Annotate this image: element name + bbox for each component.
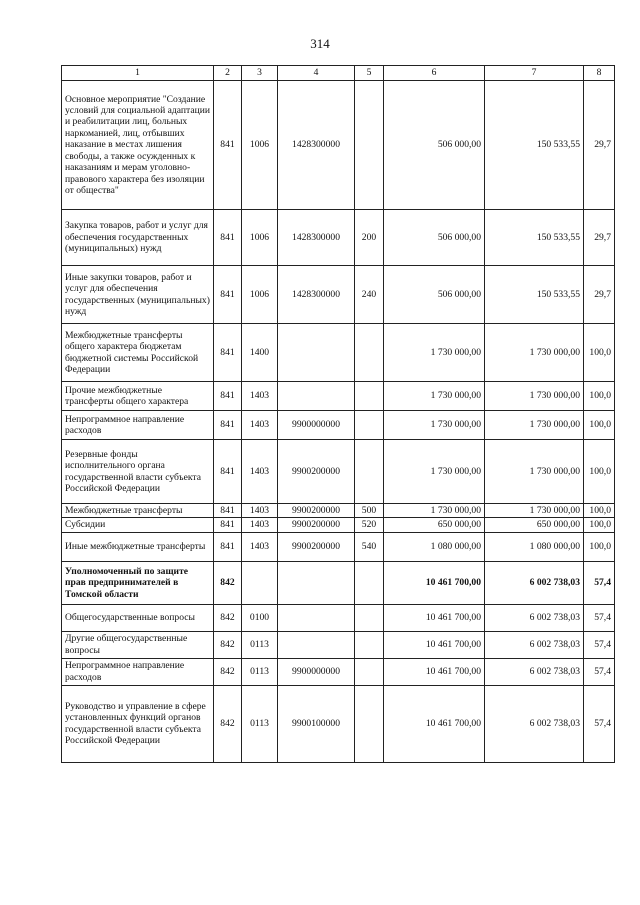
row-expense-type [355, 685, 384, 762]
row-executed-amount: 1 730 000,00 [485, 382, 584, 411]
row-executed-amount: 1 080 000,00 [485, 532, 584, 561]
row-name-cell: Руководство и управление в сфере установленных функций органов государственной власти субъекта Российской Федерации [62, 685, 214, 762]
row-target-code: 9900000000 [278, 658, 355, 685]
table-row [62, 324, 615, 382]
table-row [62, 210, 615, 266]
row-section-code: 0113 [242, 685, 278, 762]
row-name-cell: Непрограммное направление расходов [62, 411, 214, 440]
table-row [62, 81, 615, 210]
row-planned-amount: 10 461 700,00 [384, 685, 485, 762]
row-executed-amount: 150 533,55 [485, 210, 584, 266]
row-ministry-code: 841 [214, 210, 242, 266]
row-section-code: 1400 [242, 324, 278, 382]
row-ministry-code: 841 [214, 504, 242, 518]
row-execution-percent: 100,0 [584, 518, 615, 532]
row-planned-amount: 506 000,00 [384, 210, 485, 266]
table-header-row [62, 66, 615, 81]
row-name-cell: Резервные фонды исполнительного органа государственной власти субъекта Российской Федерации [62, 440, 214, 504]
row-executed-amount: 6 002 738,03 [485, 561, 584, 604]
row-target-code: 1428300000 [278, 210, 355, 266]
row-expense-type [355, 81, 384, 210]
row-expense-type: 200 [355, 210, 384, 266]
row-section-code: 0113 [242, 631, 278, 658]
row-planned-amount: 650 000,00 [384, 518, 485, 532]
row-section-code: 1403 [242, 440, 278, 504]
row-execution-percent: 29,7 [584, 210, 615, 266]
row-name-cell: Непрограммное направление расходов [62, 658, 214, 685]
row-name-cell: Иные закупки товаров, работ и услуг для обеспечения государственных (муниципальных) нужд [62, 266, 214, 324]
row-planned-amount: 1 730 000,00 [384, 324, 485, 382]
row-ministry-code: 841 [214, 81, 242, 210]
row-executed-amount: 1 730 000,00 [485, 411, 584, 440]
row-expense-type [355, 382, 384, 411]
row-expense-type [355, 324, 384, 382]
row-executed-amount: 150 533,55 [485, 266, 584, 324]
row-section-code: 1006 [242, 210, 278, 266]
row-planned-amount: 10 461 700,00 [384, 631, 485, 658]
header-cell-1: 1 [62, 66, 214, 81]
header-cell-7: 7 [485, 66, 584, 81]
table-row [62, 604, 615, 631]
row-planned-amount: 506 000,00 [384, 266, 485, 324]
budget-table [61, 65, 615, 763]
row-name-cell: Уполномоченный по защите прав предпринимателей в Томской области [62, 561, 214, 604]
row-execution-percent: 100,0 [584, 440, 615, 504]
row-name-cell: Межбюджетные трансферты общего характера бюджетам бюджетной системы Российской Федерации [62, 324, 214, 382]
row-expense-type: 540 [355, 532, 384, 561]
row-planned-amount: 1 730 000,00 [384, 382, 485, 411]
table-row [62, 631, 615, 658]
table-row [62, 685, 615, 762]
row-ministry-code: 841 [214, 266, 242, 324]
row-section-code [242, 561, 278, 604]
row-planned-amount: 10 461 700,00 [384, 658, 485, 685]
row-ministry-code: 841 [214, 532, 242, 561]
row-target-code: 9900100000 [278, 685, 355, 762]
row-ministry-code: 842 [214, 631, 242, 658]
header-cell-8: 8 [584, 66, 615, 81]
row-executed-amount: 6 002 738,03 [485, 604, 584, 631]
row-ministry-code: 842 [214, 658, 242, 685]
row-name-cell: Закупка товаров, работ и услуг для обеспечения государственных (муниципальных) нужд [62, 210, 214, 266]
row-expense-type [355, 604, 384, 631]
table-row [62, 532, 615, 561]
table-row [62, 518, 615, 532]
row-execution-percent: 29,7 [584, 266, 615, 324]
row-planned-amount: 1 080 000,00 [384, 532, 485, 561]
row-ministry-code: 841 [214, 440, 242, 504]
row-planned-amount: 10 461 700,00 [384, 561, 485, 604]
row-planned-amount: 10 461 700,00 [384, 604, 485, 631]
table-row [62, 382, 615, 411]
row-target-code: 1428300000 [278, 266, 355, 324]
row-target-code [278, 382, 355, 411]
row-target-code [278, 324, 355, 382]
row-name-cell: Иные межбюджетные трансферты [62, 532, 214, 561]
header-cell-2: 2 [214, 66, 242, 81]
row-execution-percent: 57,4 [584, 604, 615, 631]
table-row [62, 561, 615, 604]
row-execution-percent: 100,0 [584, 504, 615, 518]
row-execution-percent: 29,7 [584, 81, 615, 210]
row-planned-amount: 1 730 000,00 [384, 440, 485, 504]
row-ministry-code: 841 [214, 411, 242, 440]
row-target-code: 9900200000 [278, 518, 355, 532]
row-section-code: 1403 [242, 382, 278, 411]
row-target-code: 9900200000 [278, 440, 355, 504]
row-planned-amount: 1 730 000,00 [384, 411, 485, 440]
table-row [62, 658, 615, 685]
row-section-code: 1403 [242, 504, 278, 518]
row-execution-percent: 57,4 [584, 561, 615, 604]
row-executed-amount: 6 002 738,03 [485, 685, 584, 762]
row-executed-amount: 1 730 000,00 [485, 504, 584, 518]
row-ministry-code: 841 [214, 324, 242, 382]
row-section-code: 1403 [242, 532, 278, 561]
row-execution-percent: 100,0 [584, 382, 615, 411]
row-execution-percent: 100,0 [584, 324, 615, 382]
row-ministry-code: 842 [214, 604, 242, 631]
row-execution-percent: 57,4 [584, 658, 615, 685]
row-expense-type: 500 [355, 504, 384, 518]
row-name-cell: Другие общегосударственные вопросы [62, 631, 214, 658]
row-executed-amount: 1 730 000,00 [485, 324, 584, 382]
row-executed-amount: 650 000,00 [485, 518, 584, 532]
row-expense-type [355, 561, 384, 604]
header-cell-3: 3 [242, 66, 278, 81]
row-target-code: 9900200000 [278, 532, 355, 561]
table-row [62, 440, 615, 504]
header-cell-5: 5 [355, 66, 384, 81]
row-expense-type [355, 440, 384, 504]
row-ministry-code: 842 [214, 561, 242, 604]
row-target-code: 9900000000 [278, 411, 355, 440]
row-section-code: 0113 [242, 658, 278, 685]
row-expense-type: 240 [355, 266, 384, 324]
row-name-cell: Основное мероприятие "Создание условий для социальной адаптации и реабилитации лиц, больных наркоманией, лиц, отбывших наказание в местах лишения свободы, а также осужденных к наказаниям и мерам уголовно-правового характера без изоляции от общества" [62, 81, 214, 210]
row-executed-amount: 6 002 738,03 [485, 631, 584, 658]
row-name-cell: Субсидии [62, 518, 214, 532]
row-expense-type [355, 631, 384, 658]
row-section-code: 1006 [242, 266, 278, 324]
row-execution-percent: 100,0 [584, 532, 615, 561]
row-executed-amount: 1 730 000,00 [485, 440, 584, 504]
row-section-code: 1006 [242, 81, 278, 210]
table-row [62, 504, 615, 518]
row-expense-type [355, 658, 384, 685]
header-cell-6: 6 [384, 66, 485, 81]
row-execution-percent: 100,0 [584, 411, 615, 440]
row-execution-percent: 57,4 [584, 631, 615, 658]
row-planned-amount: 1 730 000,00 [384, 504, 485, 518]
row-ministry-code: 842 [214, 685, 242, 762]
row-target-code [278, 604, 355, 631]
table-row [62, 411, 615, 440]
row-ministry-code: 841 [214, 518, 242, 532]
row-section-code: 1403 [242, 411, 278, 440]
row-section-code: 1403 [242, 518, 278, 532]
row-expense-type [355, 411, 384, 440]
table-row [62, 266, 615, 324]
row-planned-amount: 506 000,00 [384, 81, 485, 210]
row-executed-amount: 6 002 738,03 [485, 658, 584, 685]
row-name-cell: Общегосударственные вопросы [62, 604, 214, 631]
row-target-code: 9900200000 [278, 504, 355, 518]
row-target-code: 1428300000 [278, 81, 355, 210]
row-name-cell: Межбюджетные трансферты [62, 504, 214, 518]
row-executed-amount: 150 533,55 [485, 81, 584, 210]
header-cell-4: 4 [278, 66, 355, 81]
row-target-code [278, 561, 355, 604]
row-expense-type: 520 [355, 518, 384, 532]
page-number: 314 [310, 36, 330, 51]
row-target-code [278, 631, 355, 658]
row-name-cell: Прочие межбюджетные трансферты общего характера [62, 382, 214, 411]
row-ministry-code: 841 [214, 382, 242, 411]
row-section-code: 0100 [242, 604, 278, 631]
row-execution-percent: 57,4 [584, 685, 615, 762]
